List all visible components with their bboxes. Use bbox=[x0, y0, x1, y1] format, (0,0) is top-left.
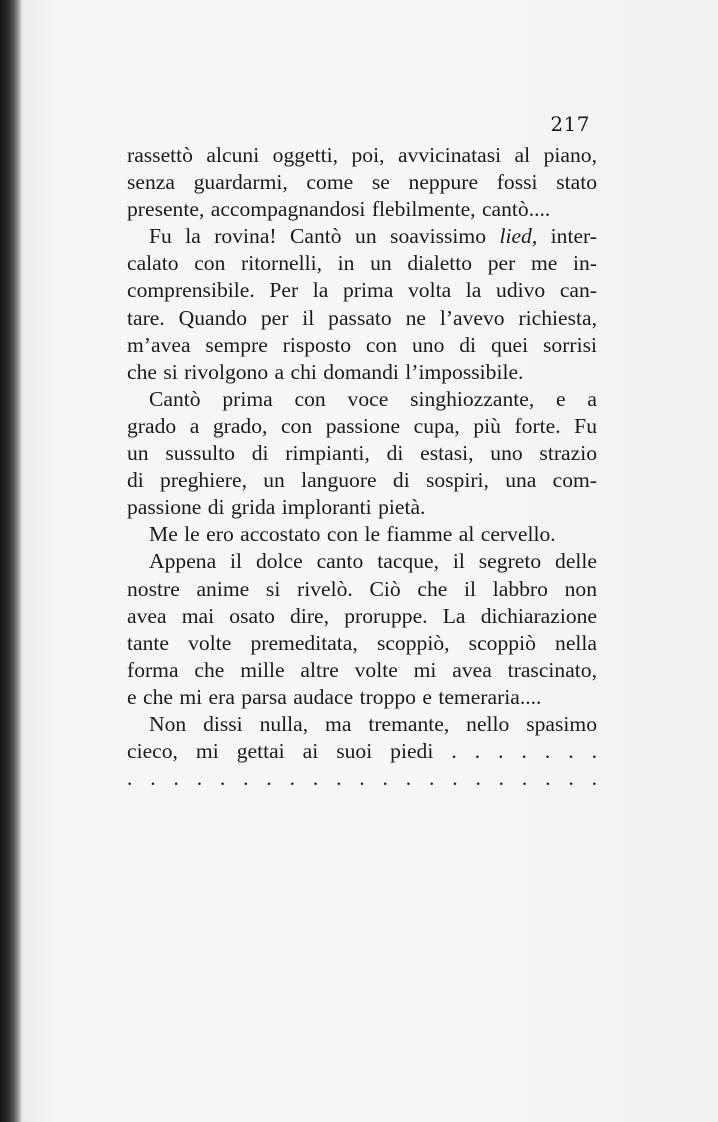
text-line: e che mi era parsa audace troppo e temeraria.... bbox=[127, 684, 542, 709]
text-line: che si rivolgono a chi domandi l’impossibile. bbox=[127, 359, 524, 384]
text-line: forma che mille altre volte mi avea trascinato, bbox=[127, 657, 597, 682]
text-line: comprensibile. Per la prima volta la udivo can- bbox=[127, 278, 597, 303]
text-line: rassettò alcuni oggetti, poi, avvicinatasi al piano, bbox=[127, 143, 597, 167]
italic-word: lied bbox=[499, 224, 532, 249]
text-line: Non dissi nulla, ma tremante, nello spasimo bbox=[149, 711, 597, 736]
text-line: Me le ero accostato con le fiamme al cervello. bbox=[149, 522, 556, 547]
body-text bbox=[127, 142, 597, 792]
text-line: un sussulto di rimpianti, di estasi, uno strazio bbox=[127, 441, 597, 466]
text-line: presente, accompagnandosi flebilmente, cantò.... bbox=[127, 197, 551, 222]
text-line: Appena il dolce canto tacque, il segreto delle bbox=[149, 549, 597, 574]
text-line: tare. Quando per il passato ne l’avevo richiesta, bbox=[127, 305, 597, 330]
text-line: di preghiere, un languore di sospiri, una com- bbox=[127, 468, 597, 493]
text-line: nostre anime si rivelò. Ciò che il labbro non bbox=[127, 576, 597, 601]
text-line: passione di grida imploranti pietà. bbox=[127, 495, 426, 520]
text-line: cieco, mi gettai ai suoi piedi . . . . . . . bbox=[127, 739, 597, 764]
text-line: m’avea sempre risposto con uno di quei sorrisi bbox=[127, 332, 597, 357]
page-number: 217 bbox=[550, 112, 590, 136]
text-line: senza guardarmi, come se neppure fossi stato bbox=[127, 170, 597, 195]
text-line: tante volte premeditata, scoppiò, scoppiò nella bbox=[127, 630, 597, 655]
text-line: avea mai osato dire, proruppe. La dichiarazione bbox=[127, 603, 597, 628]
text-line: calato con ritornelli, in un dialetto per me in- bbox=[127, 251, 597, 276]
ellipsis-line: . . . . . . . . . . . . . . . . . . . . . bbox=[127, 766, 597, 791]
text-line: Cantò prima con voce singhiozzante, e a bbox=[149, 386, 597, 411]
text-line: Fu la rovina! Cantò un soavissimo lied, inter- bbox=[149, 224, 597, 249]
page-binding-edge bbox=[0, 0, 22, 1122]
text-line: grado a grado, con passione cupa, più forte. Fu bbox=[127, 413, 597, 438]
